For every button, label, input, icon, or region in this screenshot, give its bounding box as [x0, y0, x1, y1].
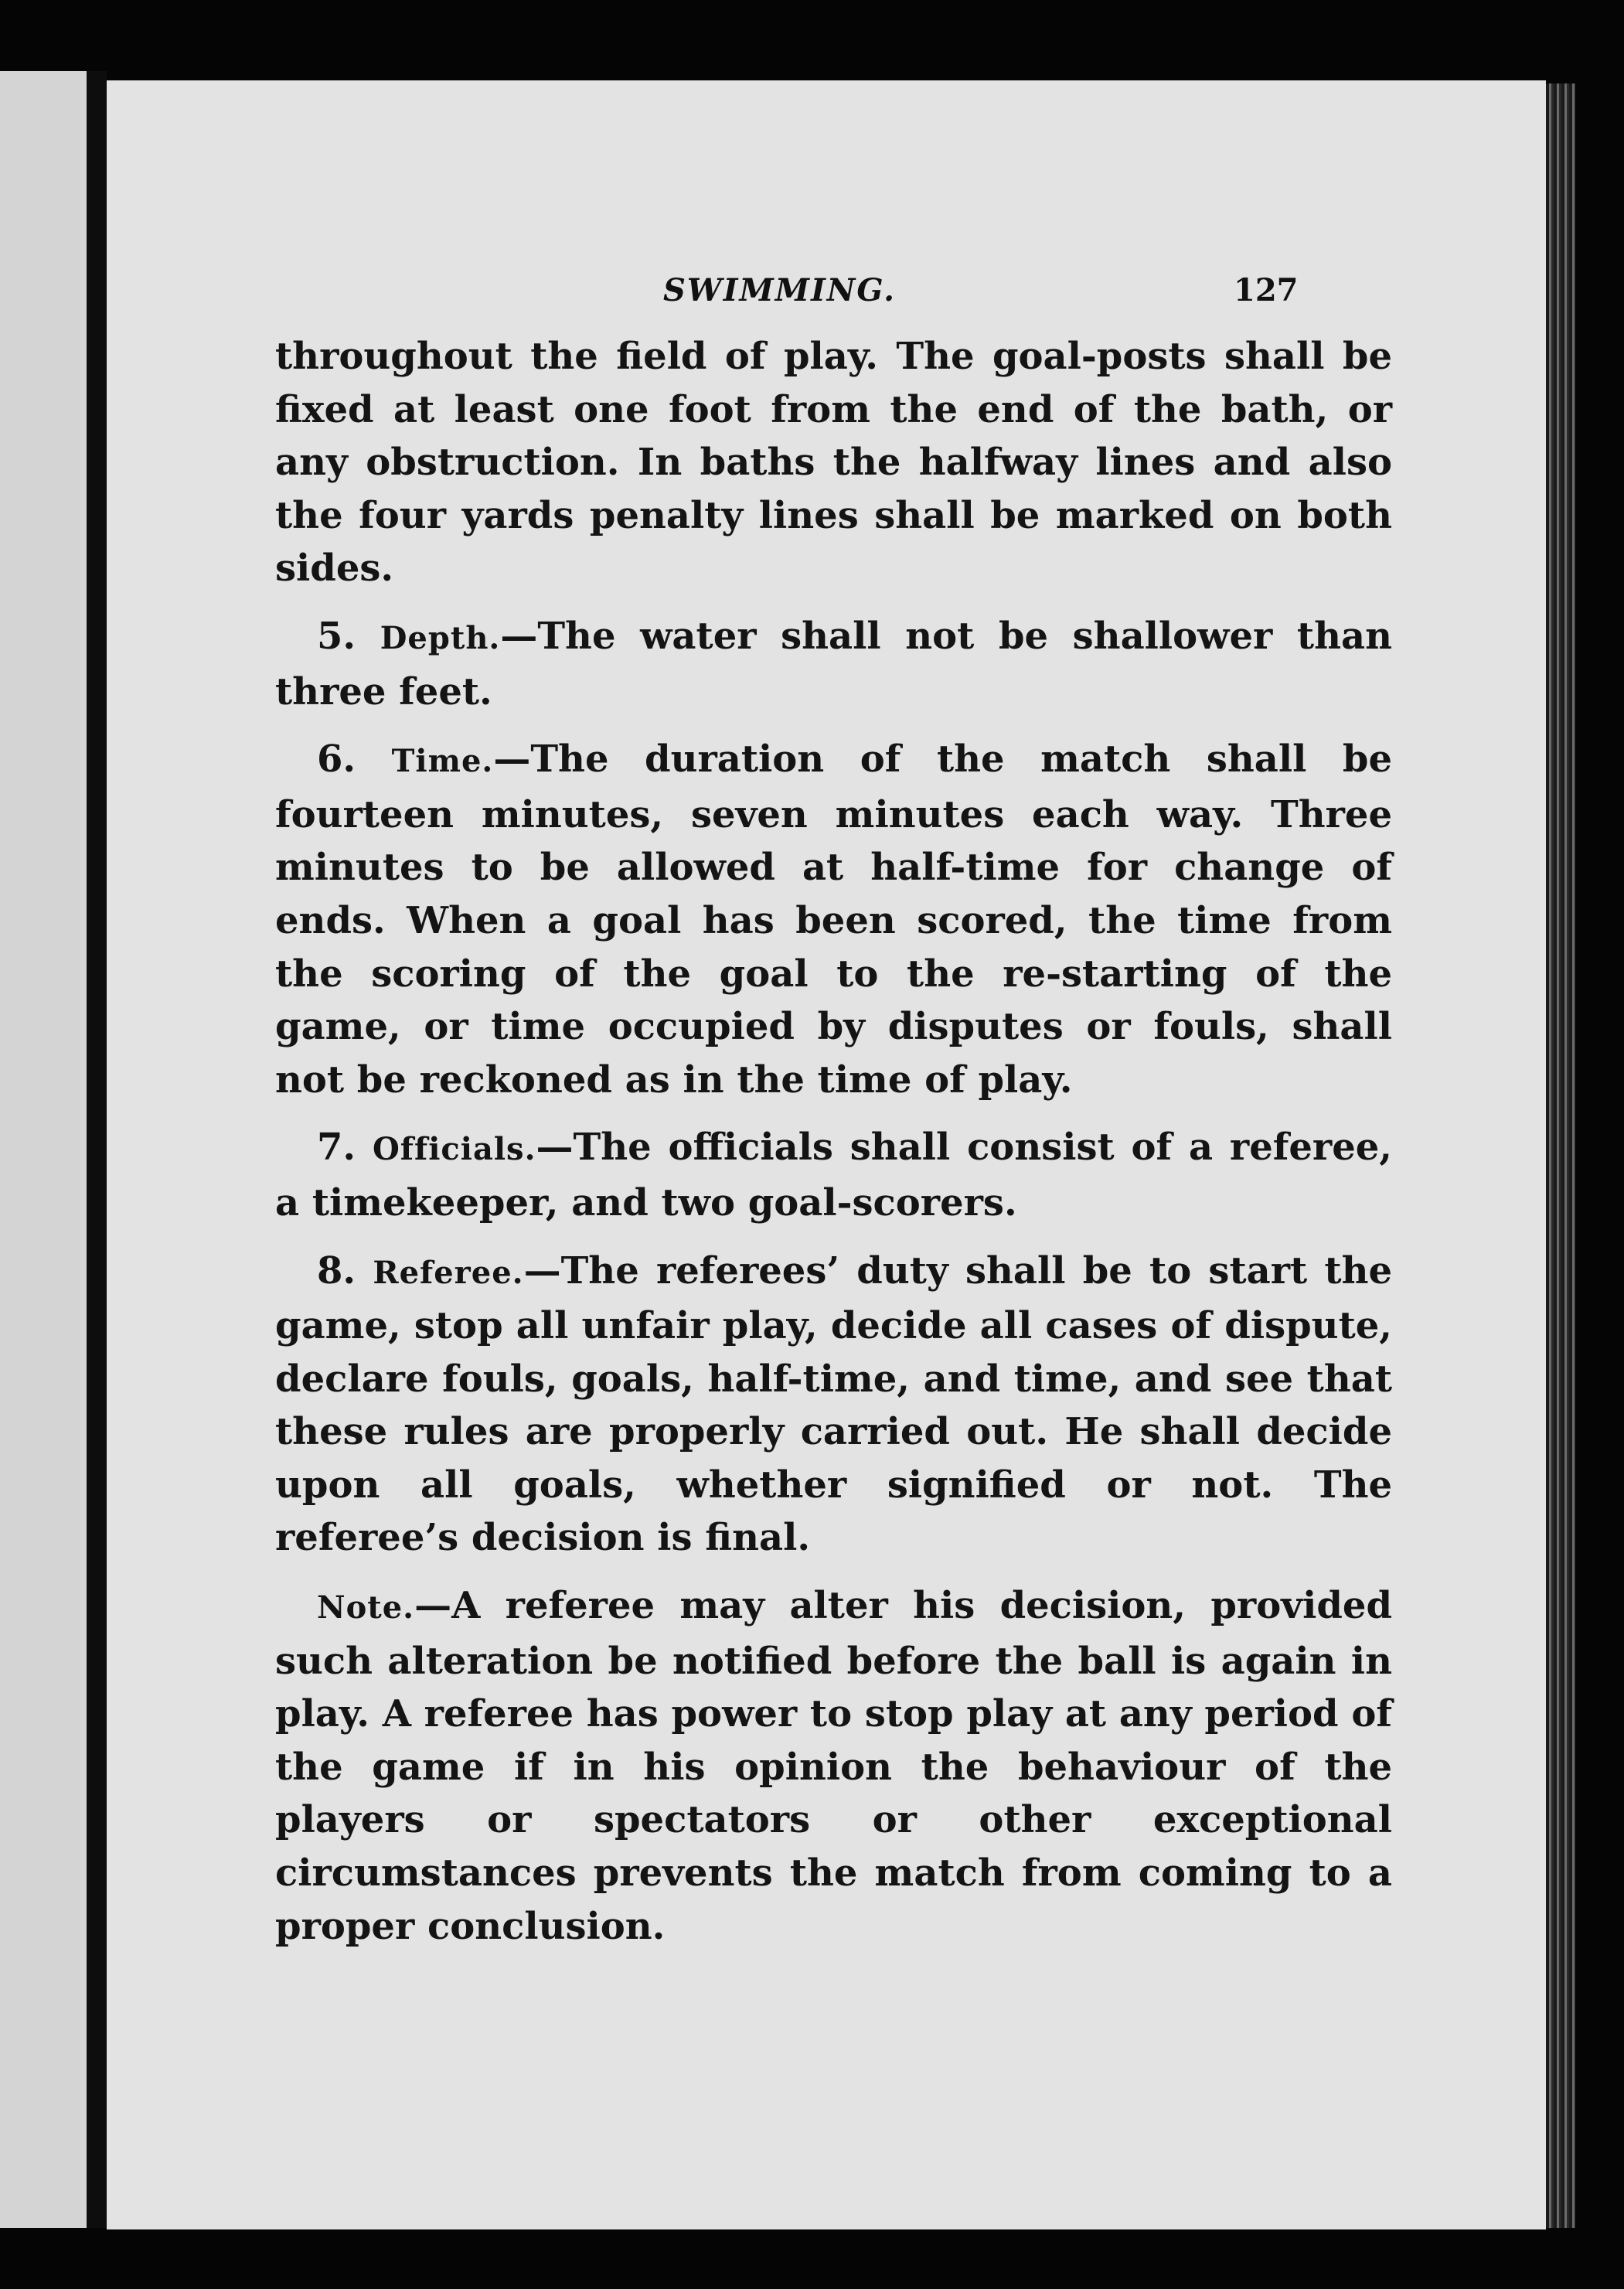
rule-text: —The officials shall consist of a referee, a timekeeper, and two goal-scorers.: [275, 1126, 1392, 1225]
rule-depth: [275, 610, 1392, 718]
running-title: SWIMMING.: [663, 272, 897, 308]
page-number: 127: [1234, 272, 1299, 308]
rule-time: [275, 733, 1392, 1106]
rule-text: —The water shall not be shallower than three feet.: [275, 614, 1393, 714]
book-page: [107, 80, 1546, 2229]
paragraph-text: throughout the field of play. The goal-posts shall be fixed at least one foot from the end of the bath, or any obstruction. In baths the halfway lines and also the four yards penalty lines shall be marked on both sides.: [275, 335, 1392, 591]
binding-gutter: [87, 71, 107, 2228]
running-head: [107, 272, 1546, 318]
rule-heading: Referee.: [373, 1254, 524, 1291]
rule-heading: Time.: [391, 743, 494, 780]
body-text: [275, 330, 1392, 1967]
rule-text: —The duration of the match shall be fourteen minutes, seven minutes each way. Three minutes to be allowed at half-time for change of ends. When a goal has been scored, the time from the scoring of the goal to the re-starting of the game, or time occupied by disputes or fouls, shall not be reckoned as in the time of play.: [275, 737, 1392, 1102]
rule-number: 7.: [317, 1126, 356, 1170]
facing-page-edge: [0, 71, 87, 2228]
rule-heading: Depth.: [380, 619, 501, 656]
rule-number: 6.: [317, 737, 356, 782]
paragraph-continuation: [275, 330, 1392, 595]
note-heading: Note.: [317, 1589, 415, 1626]
rule-officials: [275, 1121, 1392, 1229]
rule-referee: [275, 1245, 1392, 1565]
note-paragraph: [275, 1579, 1392, 1953]
note-text: —A referee may alter his decision, provided such alteration be notified before the ball is again in play. A referee has power to stop play at any period of the game if in his opinion the behaviour of the players or spectators or other exceptional circumstances prevents the match from coming to a proper conclusion.: [275, 1584, 1392, 1948]
rule-number: 8.: [317, 1248, 356, 1293]
rule-number: 5.: [317, 614, 356, 658]
page-stack-edge: [1546, 83, 1575, 2228]
rule-text: —The referees’ duty shall be to start the game, stop all unfair play, decide all cases of dispute, declare fouls, goals, half-time, and time, and see that these rules are properly carried out. He shall decide upon all goals, whether signified or not. The referee’s decision is final.: [275, 1248, 1392, 1560]
rule-heading: Officials.: [372, 1131, 536, 1168]
